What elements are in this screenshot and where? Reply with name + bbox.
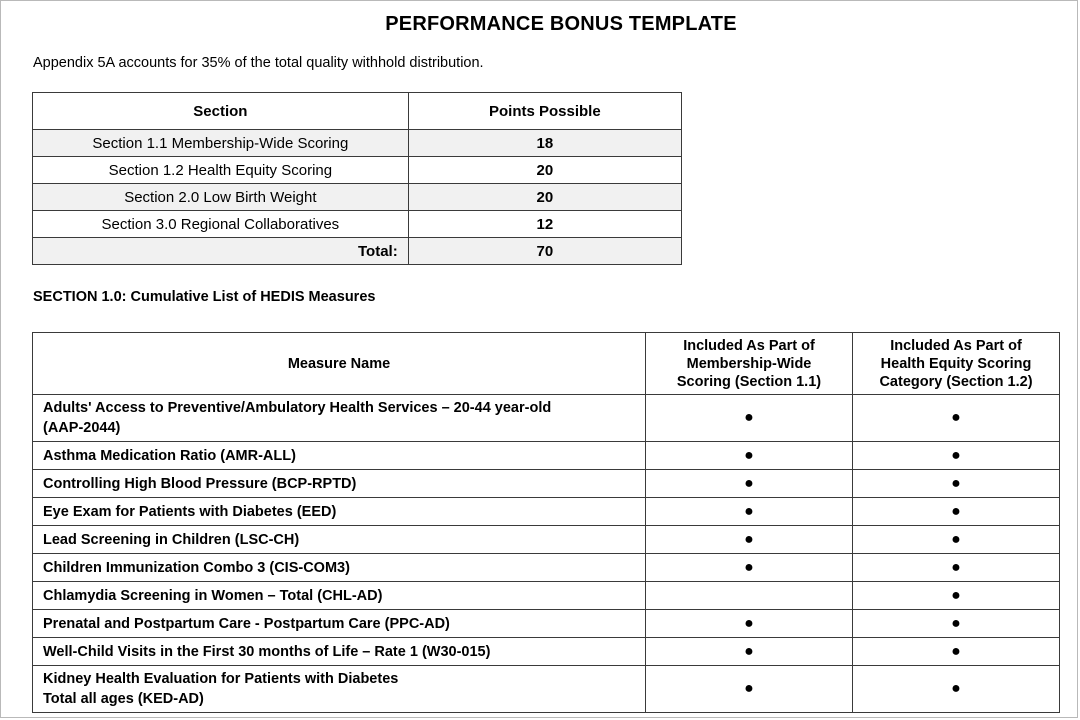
equity-bullet-icon: ● (853, 395, 1060, 442)
membership-bullet-icon: ● (646, 638, 853, 666)
column-header-membership-wide (646, 333, 853, 395)
table-row (33, 526, 1060, 554)
section-heading: SECTION 1.0: Cumulative List of HEDIS Measures (33, 289, 376, 305)
column-header-section: Section (33, 93, 409, 130)
header-line: Included As Part of (683, 337, 815, 354)
equity-bullet-icon: ● (853, 582, 1060, 610)
section-cell: Section 2.0 Low Birth Weight (33, 184, 409, 211)
measure-name-cell: Lead Screening in Children (LSC-CH) (33, 526, 646, 554)
section-cell: Section 1.1 Membership-Wide Scoring (33, 130, 409, 157)
total-value: 70 (408, 238, 681, 265)
membership-bullet-icon: ● (646, 470, 853, 498)
measure-name-line: Kidney Health Evaluation for Patients with Diabetes (43, 671, 399, 687)
equity-bullet-icon: ● (853, 666, 1060, 713)
section-cell: Section 1.2 Health Equity Scoring (33, 157, 409, 184)
measure-name-line: (AAP-2044) (43, 420, 121, 436)
measure-name-line: Total all ages (KED-AD) (43, 691, 204, 707)
total-label: Total: (33, 238, 409, 265)
measure-name-cell: Children Immunization Combo 3 (CIS-COM3) (33, 554, 646, 582)
membership-bullet-icon: ● (646, 498, 853, 526)
column-header-health-equity (853, 333, 1060, 395)
points-cell: 12 (408, 211, 681, 238)
table-row (33, 666, 1060, 713)
membership-bullet-icon: ● (646, 666, 853, 713)
points-cell: 20 (408, 157, 681, 184)
points-table-header-row (33, 93, 682, 130)
header-line: Included As Part of (890, 337, 1022, 354)
membership-bullet-icon: ● (646, 610, 853, 638)
membership-bullet-icon (646, 582, 853, 610)
table-row (33, 582, 1060, 610)
measure-name-line: Adults' Access to Preventive/Ambulatory Health Services – 20-44 year-old (43, 400, 552, 416)
table-row (33, 610, 1060, 638)
measure-name-cell (33, 395, 646, 442)
table-row (33, 211, 682, 238)
header-line: Scoring (Section 1.1) (676, 373, 822, 390)
measure-name-cell: Chlamydia Screening in Women – Total (CHL-AD) (33, 582, 646, 610)
equity-bullet-icon: ● (853, 470, 1060, 498)
measure-name-cell (33, 666, 646, 713)
membership-bullet-icon: ● (646, 554, 853, 582)
table-row (33, 130, 682, 157)
measure-name-cell: Controlling High Blood Pressure (BCP-RPTD) (33, 470, 646, 498)
section-cell: Section 3.0 Regional Collaboratives (33, 211, 409, 238)
measure-name-cell: Prenatal and Postpartum Care - Postpartum Care (PPC-AD) (33, 610, 646, 638)
equity-bullet-icon: ● (853, 554, 1060, 582)
membership-bullet-icon: ● (646, 526, 853, 554)
table-row (33, 157, 682, 184)
table-row (33, 554, 1060, 582)
measures-header-row (33, 333, 1060, 395)
document-title: PERFORMANCE BONUS TEMPLATE (385, 13, 737, 35)
equity-bullet-icon: ● (853, 498, 1060, 526)
equity-bullet-icon: ● (853, 442, 1060, 470)
header-line: Health Equity Scoring (880, 355, 1032, 372)
column-header-measure-name: Measure Name (33, 333, 646, 395)
header-line: Category (Section 1.2) (879, 373, 1033, 390)
table-row (33, 442, 1060, 470)
membership-bullet-icon: ● (646, 395, 853, 442)
equity-bullet-icon: ● (853, 526, 1060, 554)
table-row (33, 638, 1060, 666)
table-row (33, 498, 1060, 526)
measure-name-cell: Well-Child Visits in the First 30 months of Life – Rate 1 (W30-015) (33, 638, 646, 666)
header-line: Membership-Wide (686, 355, 812, 372)
measure-name-cell: Asthma Medication Ratio (AMR-ALL) (33, 442, 646, 470)
points-table (32, 92, 682, 265)
column-header-points: Points Possible (408, 93, 681, 130)
table-row (33, 395, 1060, 442)
equity-bullet-icon: ● (853, 638, 1060, 666)
table-row (33, 470, 1060, 498)
points-cell: 18 (408, 130, 681, 157)
total-row (33, 238, 682, 265)
equity-bullet-icon: ● (853, 610, 1060, 638)
measures-table (32, 332, 1060, 713)
measure-name-cell: Eye Exam for Patients with Diabetes (EED) (33, 498, 646, 526)
table-row (33, 184, 682, 211)
membership-bullet-icon: ● (646, 442, 853, 470)
points-cell: 20 (408, 184, 681, 211)
intro-paragraph: Appendix 5A accounts for 35% of the total quality withhold distribution. (33, 55, 484, 71)
